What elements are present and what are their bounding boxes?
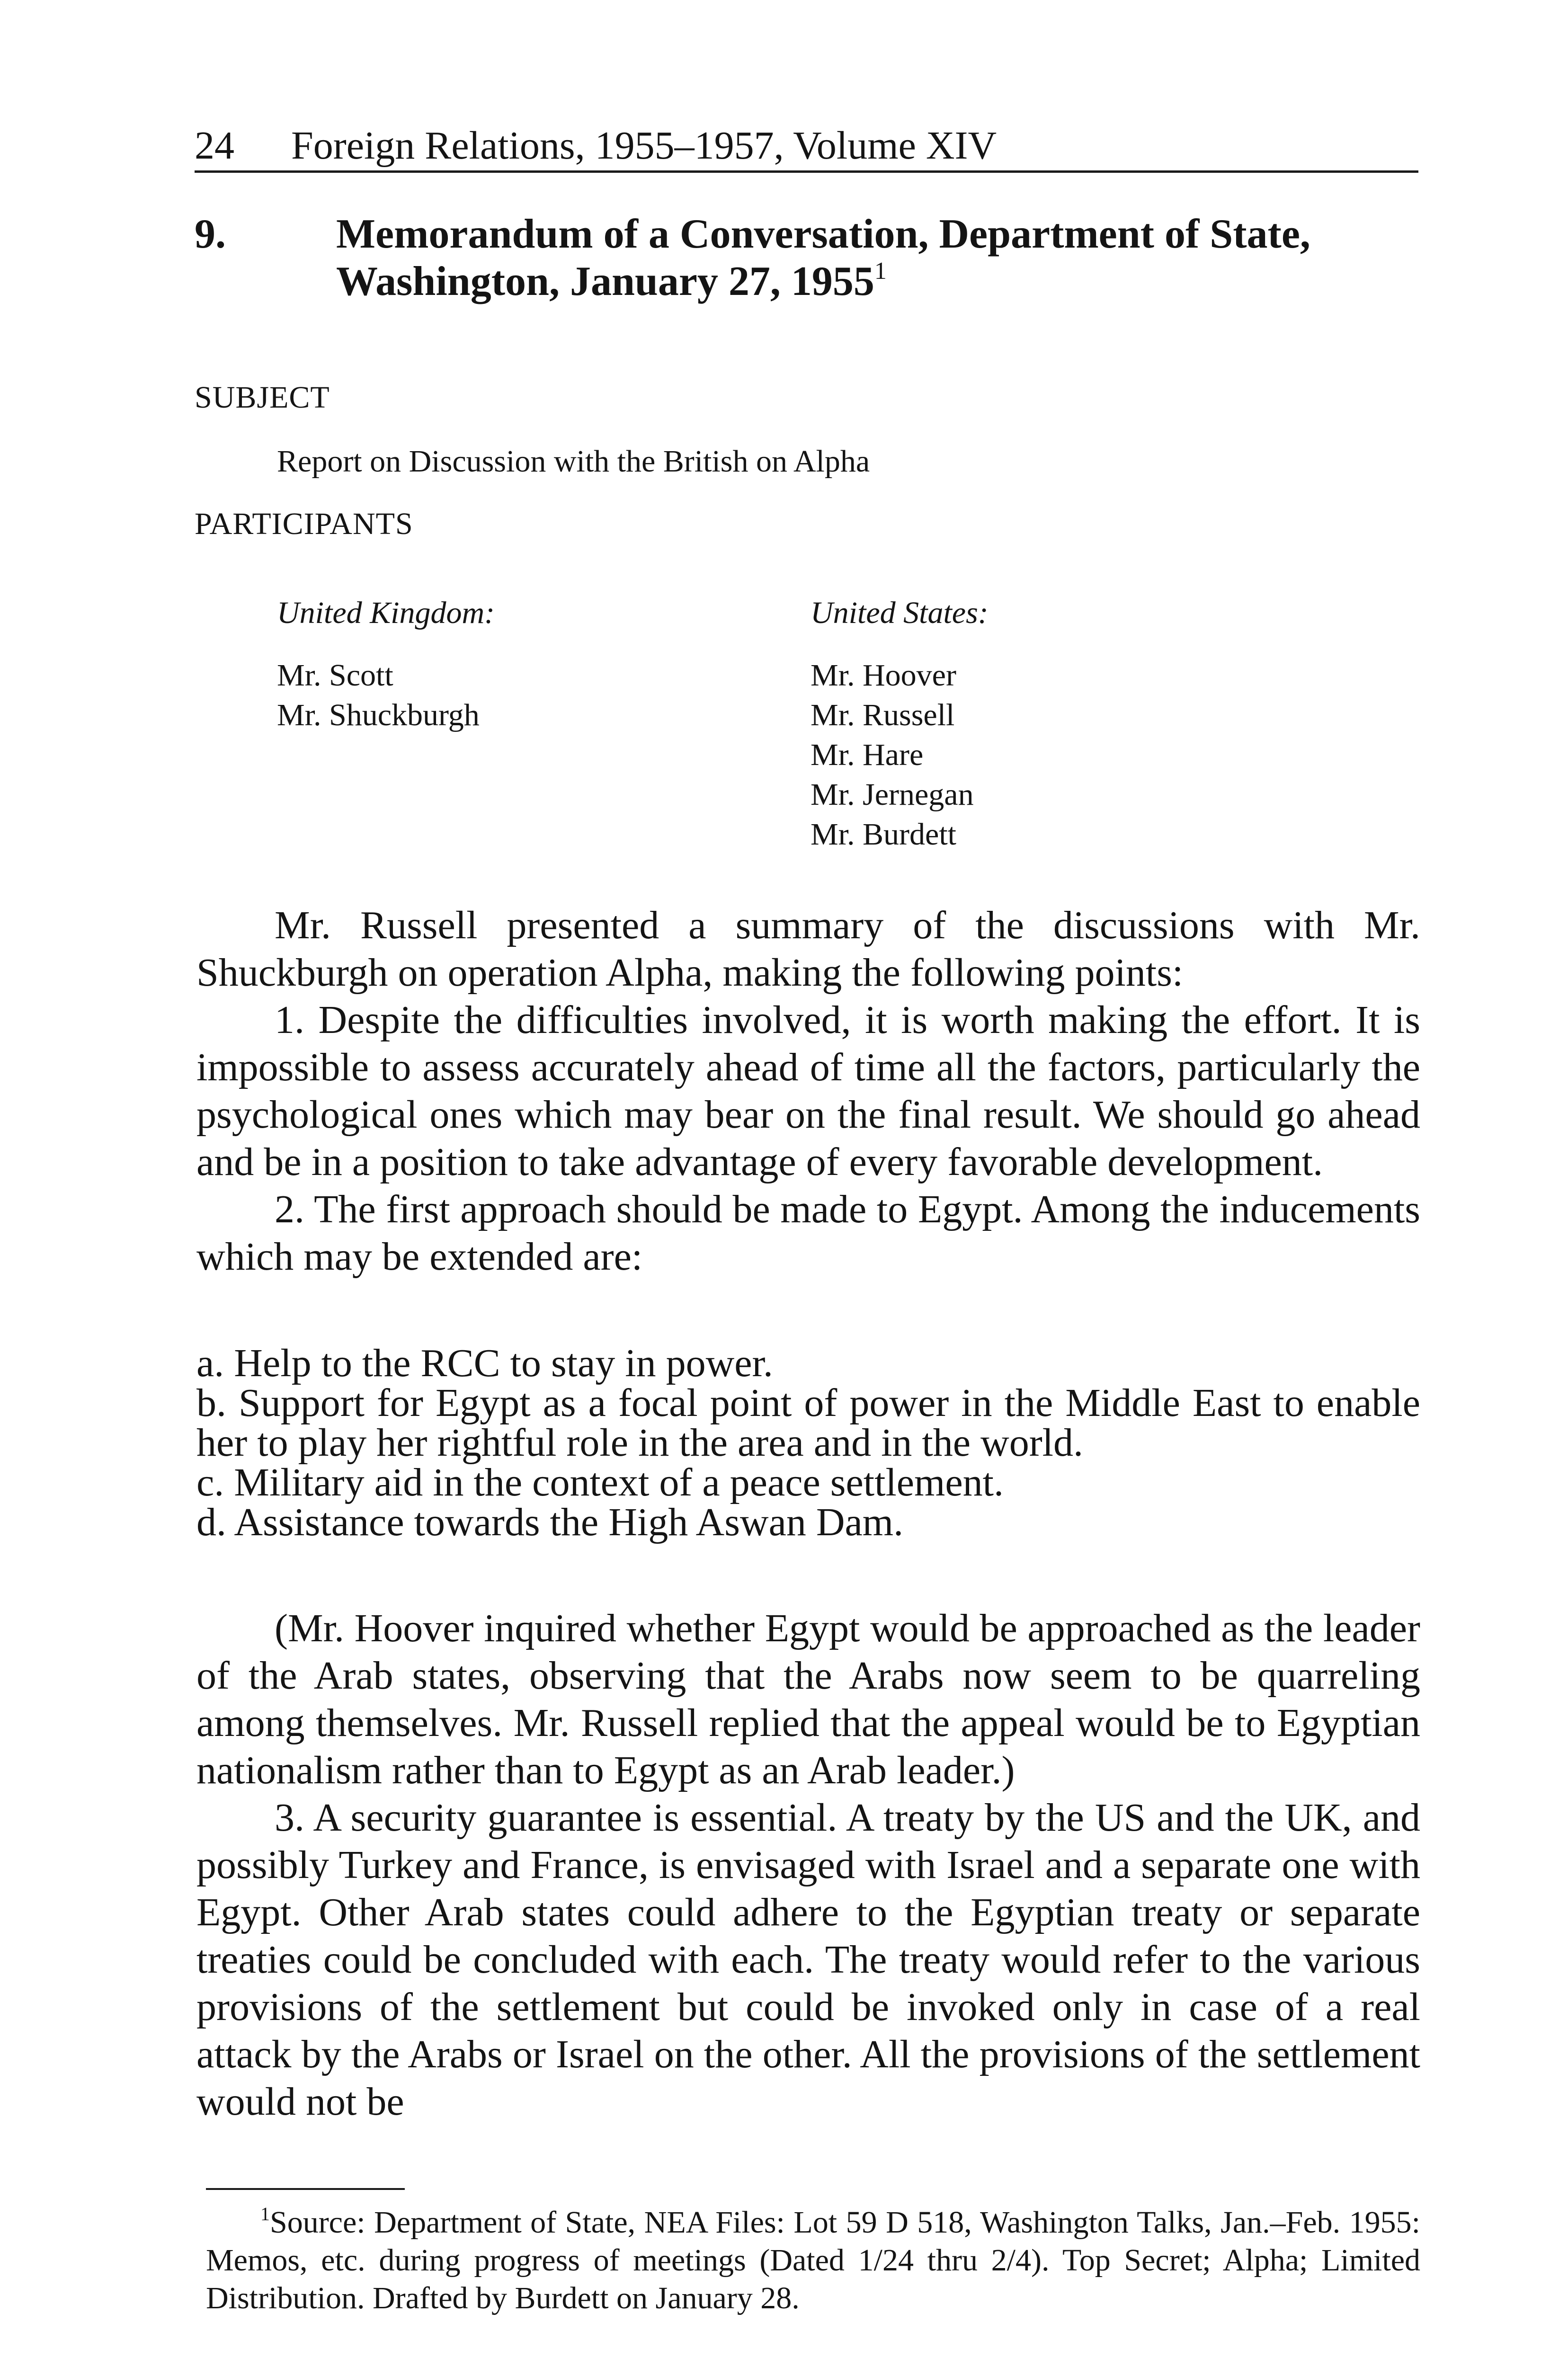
inducement-item: d. Assistance towards the High Aswan Dam.: [196, 1500, 904, 1544]
uk-participant-list: [277, 656, 495, 735]
participants-label: PARTICIPANTS: [195, 507, 413, 541]
participants-uk: [277, 594, 495, 735]
us-participant-list: [811, 656, 989, 854]
document-title-line-2-text: Washington, January 27, 1955: [336, 258, 874, 304]
participant: Mr. Burdett: [811, 817, 956, 852]
us-heading: United States:: [811, 596, 989, 630]
inducement-item: b. Support for Egypt as a focal point of power in the Middle East to enable her to play her rightful role in the area and in the world.: [196, 1381, 1420, 1465]
footnote: [206, 2204, 1420, 2317]
running-head-title: Foreign Relations, 1955–1957, Volume XIV: [291, 124, 997, 168]
body-section-2: [196, 1605, 1420, 2126]
document-title-line-1: Memorandum of a Conversation, Department of State,: [336, 211, 1310, 257]
subject-text: Report on Discussion with the British on Alpha: [277, 444, 870, 479]
participants-us: [811, 594, 989, 854]
participant: Mr. Scott: [277, 658, 393, 693]
participant: Mr. Hare: [811, 738, 924, 772]
intro-paragraph: Mr. Russell presented a summary of the discussions with Mr. Shuckburgh on operation Alpha, making the following points:: [196, 903, 1420, 995]
inducement-item: a. Help to the RCC to stay in power.: [196, 1341, 773, 1385]
inducements-list: [196, 1341, 1420, 1544]
footnote-text: Source: Department of State, NEA Files: Lot 59 D 518, Washington Talks, Jan.–Feb. 1955: Memos, etc. during progress of meetings (Dated 1/24 thru 2/4). Top Secret; Alpha; Limited Distribution. Drafted by Burdett on January 28.: [206, 2205, 1420, 2315]
page-number: 24: [195, 124, 234, 168]
participant: Mr. Shuckburgh: [277, 698, 480, 732]
footnote-rule: [206, 2188, 405, 2190]
footnote-marker: 1: [260, 2203, 270, 2225]
subject-label: SUBJECT: [195, 380, 330, 415]
document-number: 9.: [195, 211, 226, 257]
point-3-paragraph: 3. A security guarantee is essential. A treaty by the US and the UK, and possibly Turkey and France, is envisaged with Israel and a separate one with Egypt. Other Arab states could adhere to the Egyptian treaty or separate treaties could be concluded with each. The treaty would refer to the various provisions of the settlement but could be invoked only in case of a real attack by the Arabs or Israel on the other. All the provisions of the settlement would not be: [196, 1796, 1420, 2124]
inducement-item: c. Military aid in the context of a peace settlement.: [196, 1460, 1004, 1504]
participant: Mr. Russell: [811, 698, 955, 732]
footnote-paragraph: [206, 2204, 1420, 2317]
point-1-paragraph: 1. Despite the difficulties involved, it is worth making the effort. It is impossible to assess accurately ahead of time all the factors, particularly the psychological ones which may bear on the final result. We should go ahead and be in a position to take advantage of every favorable development.: [196, 998, 1420, 1184]
document-title-line-2: [336, 258, 1425, 305]
participant: Mr. Hoover: [811, 658, 956, 693]
body-section-1: [196, 902, 1420, 1281]
footnote-reference: 1: [874, 258, 887, 285]
uk-heading: United Kingdom:: [277, 596, 495, 630]
hoover-note-paragraph: (Mr. Hoover inquired whether Egypt would be approached as the leader of the Arab states, observing that the Arabs now seem to be quarreling among themselves. Mr. Russell replied that the appeal would be to Egyptian nationalism rather than to Egypt as an Arab leader.): [196, 1606, 1420, 1792]
document-title: [336, 211, 1425, 305]
point-2-paragraph: 2. The first approach should be made to Egypt. Among the inducements which may be extended are:: [196, 1187, 1420, 1279]
running-head: [195, 122, 1418, 173]
participant: Mr. Jernegan: [811, 777, 974, 812]
